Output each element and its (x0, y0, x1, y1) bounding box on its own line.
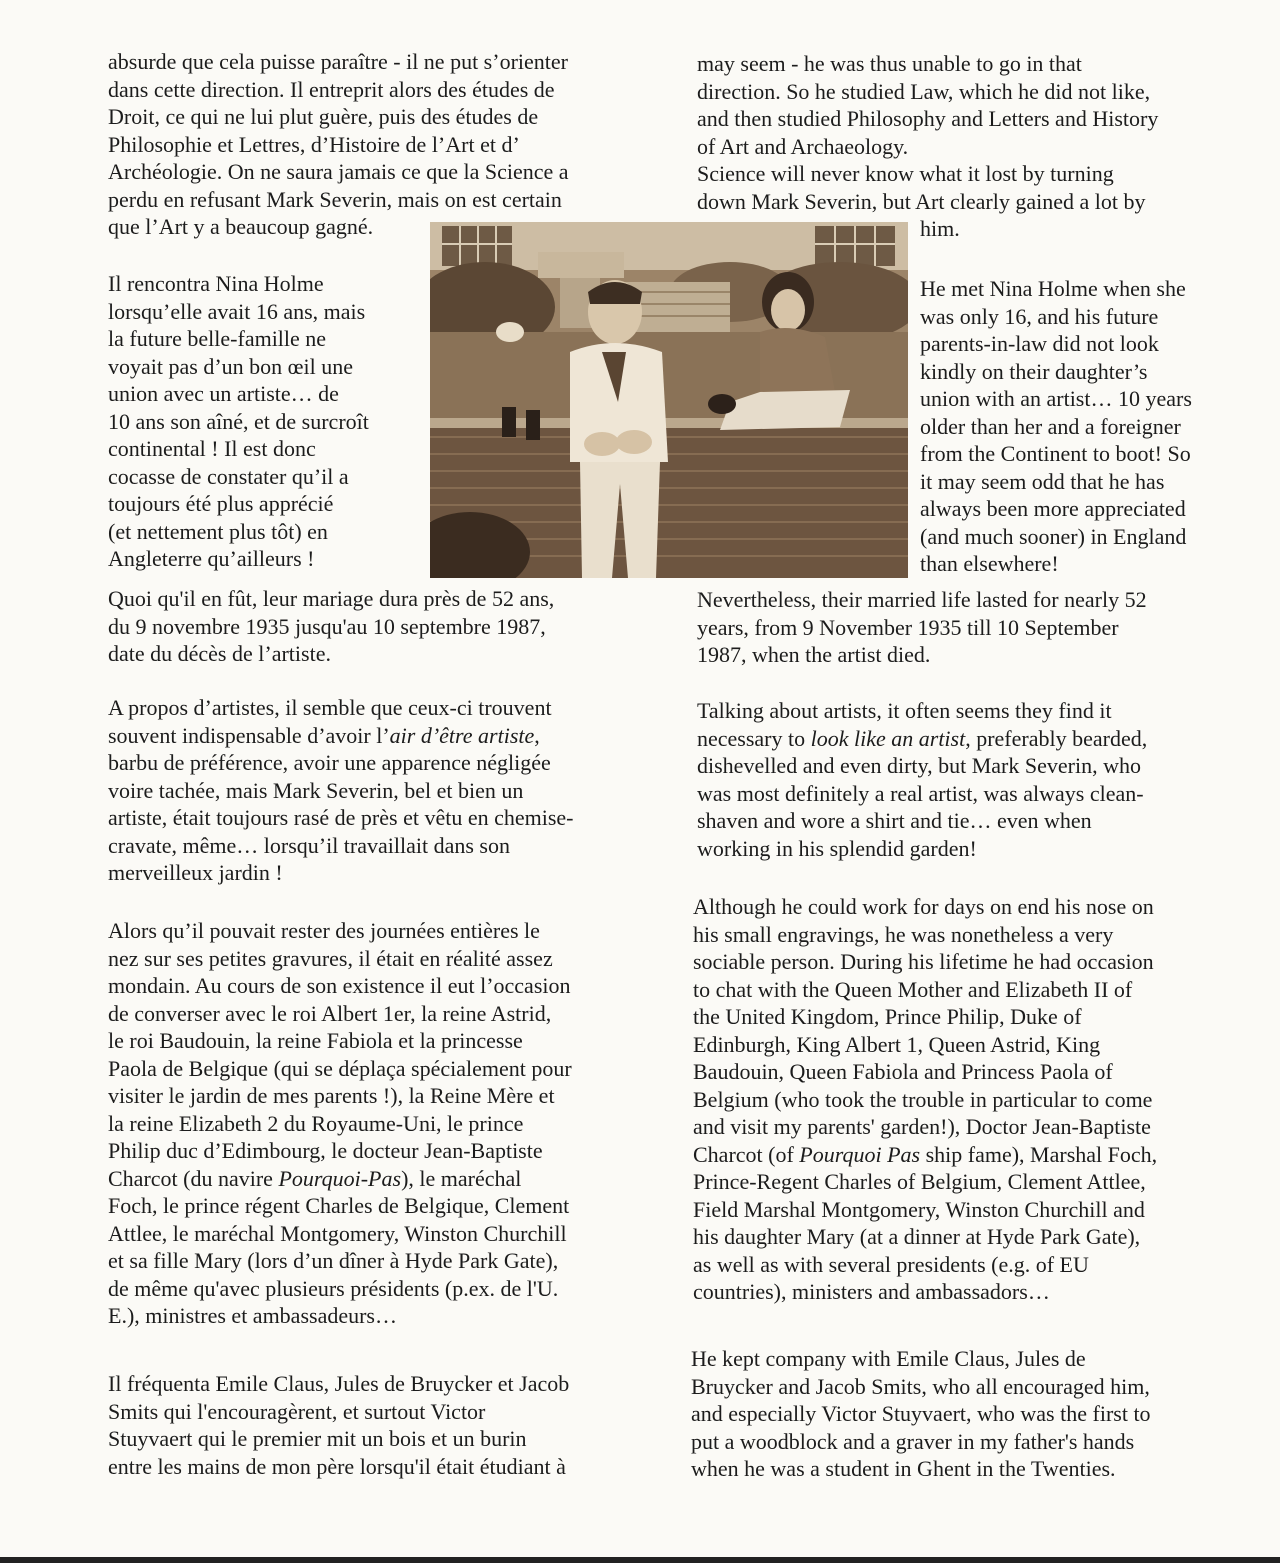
text-line: continental ! Il est donc (108, 436, 316, 461)
text-line: sociable person. During his lifetime he had occasion (693, 949, 1154, 974)
text-line: direction. So he studied Law, which he did not like, (697, 78, 1151, 104)
text-line: his small engravings, he was nonetheless a very (693, 921, 1114, 947)
text-line: to chat with the Queen Mother and Elizabeth II of (693, 976, 1133, 1002)
italic-phrase: air d’être artiste (389, 722, 535, 748)
text-line: voire tachée, mais Mark Severin, bel et bien un (108, 777, 524, 803)
french-marriage-paragraph (108, 585, 554, 668)
text-line: him. (920, 216, 960, 241)
text-line: la reine Elizabeth 2 du Royaume-Uni, le prince (108, 1110, 524, 1136)
text-line: dishevelled and even dirty, but Mark Severin, who (697, 753, 1141, 778)
text-line: than elsewhere! (920, 551, 1059, 576)
text-line: artiste, était toujours rasé de près et vêtu en chemise- (108, 805, 574, 830)
text-line: nez sur ses petites gravures, il était en réalité assez (108, 945, 553, 971)
text-line: 1987, when the artist died. (697, 642, 931, 667)
text-line: (and much sooner) in England (920, 523, 1187, 549)
text-line: entre les mains de mon père lorsqu'il était étudiant à (108, 1453, 566, 1479)
text-line: (et nettement plus tôt) en (108, 518, 328, 544)
page-bottom-edge (0, 1557, 1280, 1563)
text-line: down Mark Severin, but Art clearly gained a lot by (697, 188, 1146, 214)
text-line: Archéologie. On ne saura jamais ce que la Science a (108, 159, 569, 184)
text-line: and especially Victor Stuyvaert, who was the first to (691, 1401, 1151, 1426)
text-line: was only 16, and his future (920, 303, 1159, 329)
text-line: Foch, le prince régent Charles de Belgique, Clement (108, 1193, 570, 1218)
text-run: ship fame), Marshal Foch, (920, 1141, 1158, 1167)
text-line: A propos d’artistes, il semble que ceux-ci trouvent (108, 695, 552, 720)
text-line: que l’Art y a beaucoup gagné. (108, 214, 374, 239)
text-line: le roi Baudouin, la reine Fabiola et la princesse (108, 1028, 523, 1053)
english-artists-paragraph (697, 697, 1147, 862)
text-line: Prince-Regent Charles of Belgium, Clement Attlee, (693, 1169, 1146, 1194)
italic-ship-name: Pourquoi Pas (799, 1141, 921, 1167)
text-line (108, 722, 574, 750)
text-line: Droit, ce qui ne lui plut guère, puis des études de (108, 104, 539, 129)
text-line: may seem - he was thus unable to go in that (697, 51, 1082, 76)
text-line: et sa fille Mary (lors d’un dîner à Hyde Park Gate), (108, 1248, 559, 1273)
text-line: barbu de préférence, avoir une apparence négligée (108, 750, 551, 775)
text-run: necessary to (697, 725, 811, 751)
french-nina-paragraph (108, 270, 369, 573)
text-line: from the Continent to boot! So (920, 441, 1191, 466)
text-line: Bruycker and Jacob Smits, who all encouraged him, (691, 1373, 1150, 1399)
text-line: visiter le jardin de mes parents !), la Reine Mère et (108, 1083, 555, 1108)
text-line: older than her and a foreigner (920, 413, 1181, 439)
text-run: Charcot (du navire (108, 1165, 279, 1191)
text-line: Talking about artists, it often seems they find it (697, 698, 1112, 723)
text-run: souvent indispensable d’avoir l’ (108, 722, 390, 748)
text-line: shaven and wore a shirt and tie… even when (697, 808, 1092, 833)
text-line: merveilleux jardin ! (108, 860, 283, 885)
text-line: kindly on their daughter’s (920, 358, 1148, 384)
text-line: Nevertheless, their married life lasted for nearly 52 (697, 587, 1147, 612)
text-line: and then studied Philosophy and Letters and History (697, 106, 1159, 131)
english-claus-paragraph (691, 1345, 1151, 1483)
text-line: it may seem odd that he has (920, 468, 1165, 494)
french-mondain-paragraph (108, 917, 572, 1330)
text-line: perdu en refusant Mark Severin, mais on est certain (108, 186, 562, 212)
text-line: Il fréquenta Emile Claus, Jules de Bruycker et Jacob (108, 1371, 570, 1396)
text-line: de converser avec le roi Albert 1er, la reine Astrid, (108, 1000, 552, 1026)
text-line: the United Kingdom, Prince Philip, Duke of (693, 1004, 1082, 1029)
text-line: Science will never know what it lost by turning (697, 161, 1114, 186)
text-line: Philip duc d’Edimbourg, le docteur Jean-Baptiste (108, 1138, 543, 1163)
text-line: Field Marshal Montgomery, Winston Churchill and (693, 1196, 1145, 1222)
text-line: of Art and Archaeology. (697, 133, 909, 159)
text-line: union avec un artiste… de (108, 381, 339, 406)
text-run: ), le maréchal (401, 1165, 522, 1191)
text-line: Baudouin, Queen Fabiola and Princess Paola of (693, 1059, 1113, 1084)
text-line: E.), ministres et ambassadeurs… (108, 1303, 397, 1328)
text-line: countries), ministers and ambassadors… (693, 1279, 1050, 1304)
text-line: de même qu'avec plusieurs présidents (p.ex. de l'U. (108, 1275, 559, 1301)
text-line: always been more appreciated (920, 496, 1186, 521)
text-line (108, 1165, 572, 1193)
text-run: , preferably bearded, (965, 725, 1148, 751)
text-line: and visit my parents' garden!), Doctor Jean-Baptiste (693, 1114, 1151, 1139)
text-line: He kept company with Emile Claus, Jules de (691, 1346, 1086, 1371)
text-line: Belgium (who took the trouble in particular to come (693, 1086, 1153, 1112)
text-line: cocasse de constater qu’il a (108, 463, 349, 489)
text-line: Attlee, le maréchal Montgomery, Winston Churchill (108, 1220, 567, 1246)
text-line: dans cette direction. Il entreprit alors des études de (108, 76, 555, 102)
text-line: mondain. Au cours de son existence il eut l’occasion (108, 973, 571, 998)
text-line: Stuyvaert qui le premier mit un bois et un burin (108, 1426, 527, 1451)
french-artists-paragraph (108, 694, 574, 887)
text-line: was most definitely a real artist, was always clean- (697, 780, 1144, 806)
english-sociable-paragraph (693, 893, 1157, 1306)
text-line (697, 725, 1147, 753)
text-line: date du décès de l’artiste. (108, 641, 331, 666)
text-line: du 9 novembre 1935 jusqu'au 10 septembre 1987, (108, 613, 546, 639)
sepia-photograph (430, 222, 908, 578)
text-line: Philosophie et Lettres, d’Histoire de l’Art et d’ (108, 131, 520, 157)
text-line: years, from 9 November 1935 till 10 September (697, 614, 1119, 640)
text-line: cravate, même… lorsqu’il travaillait dans son (108, 832, 510, 858)
italic-phrase: look like an artist (810, 725, 966, 751)
english-marriage-paragraph (697, 586, 1147, 669)
text-line: toujours été plus apprécié (108, 491, 334, 516)
text-line: 10 ans son aîné, et de surcroît (108, 408, 369, 434)
text-line: Il rencontra Nina Holme (108, 271, 324, 296)
text-line: Smits qui l'encouragèrent, et surtout Victor (108, 1398, 486, 1424)
text-line: union with an artist… 10 years (920, 386, 1192, 411)
text-line: working in his splendid garden! (697, 835, 977, 861)
english-nina-paragraph (920, 275, 1192, 578)
text-line: put a woodblock and a graver in my father's hands (691, 1428, 1135, 1454)
photograph-illustration (430, 222, 908, 578)
text-line: Although he could work for days on end his nose on (693, 894, 1154, 919)
text-line: Alors qu’il pouvait rester des journées entières le (108, 918, 540, 943)
text-line (693, 1141, 1157, 1169)
text-line: absurde que cela puisse paraître - il ne put s’orienter (108, 49, 568, 74)
text-line: Paola de Belgique (qui se déplaça spécialement pour (108, 1055, 572, 1081)
text-line: lorsqu’elle avait 16 ans, mais (108, 298, 366, 324)
french-intro-paragraph (108, 48, 569, 241)
french-claus-paragraph (108, 1370, 569, 1480)
text-line: voyait pas d’un bon œil une (108, 353, 354, 379)
text-line: parents-in-law did not look (920, 331, 1159, 356)
text-run: , (534, 722, 540, 748)
text-line: la future belle-famille ne (108, 326, 327, 351)
text-line: Angleterre qu’ailleurs ! (108, 546, 315, 571)
text-line: when he was a student in Ghent in the Twenties. (691, 1456, 1116, 1481)
italic-ship-name: Pourquoi-Pas (278, 1165, 402, 1191)
text-line: Edinburgh, King Albert 1, Queen Astrid, King (693, 1031, 1101, 1057)
text-line: He met Nina Holme when she (920, 276, 1186, 301)
text-line: his daughter Mary (at a dinner at Hyde Park Gate), (693, 1224, 1141, 1249)
text-line: Quoi qu'il en fût, leur mariage dura près de 52 ans, (108, 586, 555, 611)
english-intro-paragraph (697, 50, 1158, 243)
text-line: as well as with several presidents (e.g. of EU (693, 1251, 1089, 1277)
text-run: Charcot (of (693, 1141, 800, 1167)
